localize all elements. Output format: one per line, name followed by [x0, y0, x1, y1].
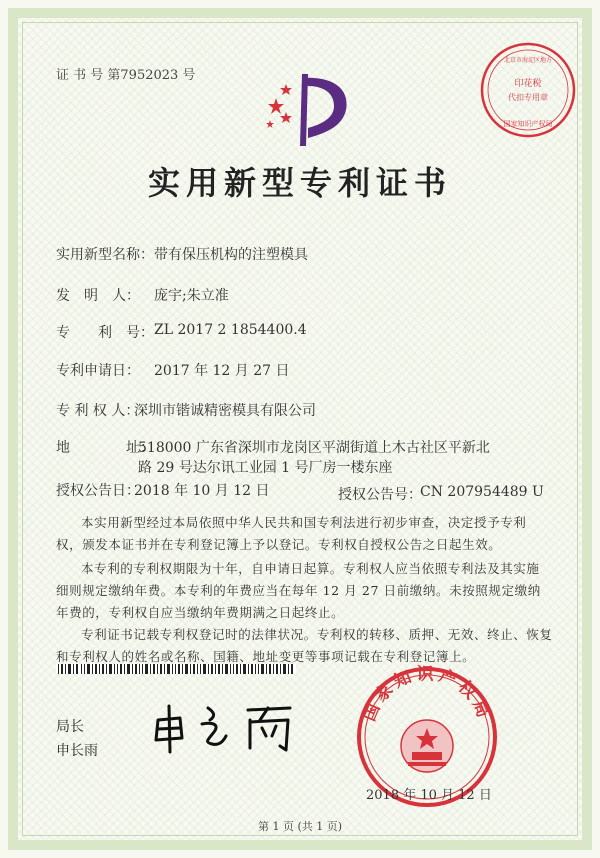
paragraph-1: 本实用新型经过本局依照中华人民共和国专利法进行初步审查，决定授予专利权，颁发本证书并在专利登记簿上予以登记。专利权自授权公告之日起生效。	[56, 515, 527, 552]
address-label: 地 址：	[56, 440, 154, 456]
svg-text:国家知识产权局: 国家知识产权局	[359, 664, 495, 725]
inventor-value: 庞宇;朱立准	[154, 288, 229, 304]
tax-stamp-seal-icon	[478, 40, 578, 140]
patentee-value: 深圳市锴诚精密模具有限公司	[134, 403, 316, 419]
svg-text:国家知识产权局: 国家知识产权局	[503, 120, 553, 128]
director-name: 申长雨	[56, 743, 98, 759]
patentee-label: 专 利 权 人：	[56, 403, 140, 419]
grant-number-label: 授权公告号：	[338, 487, 422, 503]
patent-number-label: 专 利 号：	[56, 325, 154, 341]
address-line-2: 路 29 号达尔讯工业园 1 号厂房一楼东座	[138, 460, 393, 476]
director-signature-icon	[150, 700, 300, 756]
page-footer: 第 1 页 (共 1 页)	[257, 820, 343, 833]
patent-number-value: ZL 2017 2 1854400.4	[154, 322, 307, 338]
certificate-title: 实用新型专利证书	[147, 164, 452, 202]
inventor-label: 发 明 人：	[56, 288, 140, 304]
grant-date-value: 2018 年 10 月 12 日	[134, 483, 270, 499]
seal-date: 2018 年 10 月 12 日	[366, 788, 492, 803]
paragraph-3: 专利证书记载专利权登记时的法律状况。专利权的转移、质押、无效、终止、恢复和专利权人的姓名或名称、国籍、地址变更等事项记载在专利登记簿上。	[56, 627, 553, 664]
paragraph-2: 本专利的专利权期限为十年，自申请日起算。专利权人应当依照专利法及其实施细则规定缴纳年费。本专利的年费应当在每年 12 月 27 日前缴纳。未按照规定缴纳年费的，专利权自应当缴纳年费期满之日起终止。	[56, 561, 541, 620]
barcode-strip	[56, 664, 296, 674]
director-title: 局长	[56, 719, 84, 735]
name-label: 实用新型名称：	[56, 247, 154, 263]
filing-date-label: 专利申请日：	[56, 363, 140, 379]
filing-date-value: 2017 年 12 月 27 日	[154, 363, 290, 379]
grant-number-value: CN 207954489 U	[420, 484, 544, 500]
cnipa-logo-icon	[262, 68, 352, 148]
certificate-number: 证 书 号 第7952023 号	[56, 68, 196, 83]
svg-text:印花税: 印花税	[514, 79, 542, 89]
svg-text:北京市海淀区地方: 北京市海淀区地方	[503, 57, 553, 64]
address-line-1: 518000 广东省深圳市龙岗区平湖街道上木古社区平新北	[138, 440, 490, 456]
name-value: 带有保压机构的注塑模具	[154, 247, 308, 263]
grant-date-label: 授权公告日：	[56, 483, 140, 499]
svg-text:代扣专用章: 代扣专用章	[508, 93, 548, 102]
